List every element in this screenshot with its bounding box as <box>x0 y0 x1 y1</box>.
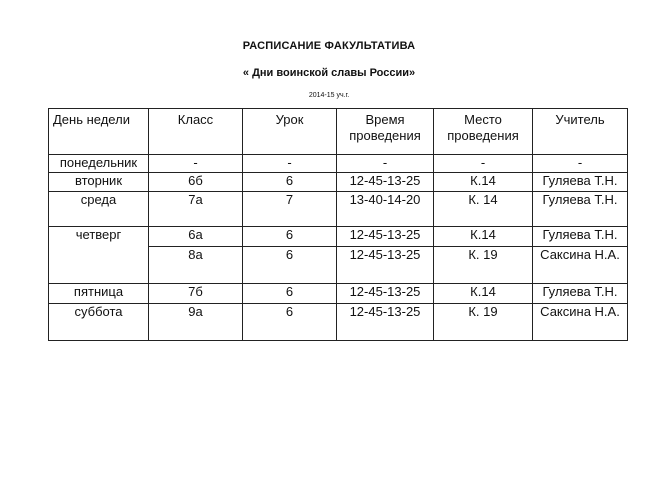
teacher-cell: Гуляева Т.Н. <box>533 284 628 304</box>
class-cell: 9а <box>149 304 243 341</box>
table-row <box>49 284 628 304</box>
lesson-cell: 6 <box>243 247 337 284</box>
day-cell: пятница <box>49 284 149 304</box>
school-year: 2014-15 уч.г. <box>308 92 350 99</box>
column-header-lesson: Урок <box>243 109 337 155</box>
day-cell: вторник <box>49 173 149 192</box>
lesson-cell: 6 <box>243 284 337 304</box>
column-header-day: День недели <box>49 109 149 155</box>
class-cell: - <box>149 155 243 173</box>
class-cell: 6а <box>149 227 243 247</box>
class-cell: 6б <box>149 173 243 192</box>
document-subtitle: « Дни воинской славы России» <box>242 67 416 79</box>
lesson-cell: - <box>243 155 337 173</box>
day-cell: суббота <box>49 304 149 341</box>
day-cell: среда <box>49 192 149 227</box>
time-cell: 12-45-13-25 <box>337 304 434 341</box>
teacher-cell: Гуляева Т.Н. <box>533 192 628 227</box>
place-cell: К.14 <box>434 227 533 247</box>
place-cell: К. 19 <box>434 304 533 341</box>
place-cell: - <box>434 155 533 173</box>
time-cell: 12-45-13-25 <box>337 284 434 304</box>
time-cell: 13-40-14-20 <box>337 192 434 227</box>
class-cell: 7б <box>149 284 243 304</box>
lesson-cell: 6 <box>243 173 337 192</box>
teacher-cell: Гуляева Т.Н. <box>533 173 628 192</box>
time-cell: - <box>337 155 434 173</box>
class-cell: 8а <box>149 247 243 284</box>
teacher-cell: Саксина Н.А. <box>533 247 628 284</box>
day-cell: понедельник <box>49 155 149 173</box>
time-cell: 12-45-13-25 <box>337 173 434 192</box>
table-row <box>49 192 628 227</box>
table-header-row <box>49 109 628 155</box>
table-row <box>49 227 628 247</box>
teacher-cell: Саксина Н.А. <box>533 304 628 341</box>
table-row <box>49 173 628 192</box>
place-cell: К. 19 <box>434 247 533 284</box>
time-cell: 12-45-13-25 <box>337 227 434 247</box>
teacher-cell: Гуляева Т.Н. <box>533 227 628 247</box>
column-header-class: Класс <box>149 109 243 155</box>
class-cell: 7а <box>149 192 243 227</box>
column-header-teacher: Учитель <box>533 109 628 155</box>
column-header-time: Время проведения <box>337 109 434 155</box>
time-cell: 12-45-13-25 <box>337 247 434 284</box>
schedule-table <box>48 108 628 341</box>
column-header-place: Место проведения <box>434 109 533 155</box>
lesson-cell: 6 <box>243 304 337 341</box>
place-cell: К.14 <box>434 173 533 192</box>
place-cell: К. 14 <box>434 192 533 227</box>
table-row <box>49 304 628 341</box>
place-cell: К.14 <box>434 284 533 304</box>
teacher-cell: - <box>533 155 628 173</box>
day-cell: четверг <box>49 227 149 284</box>
document-title: РАСПИСАНИЕ ФАКУЛЬТАТИВА <box>242 40 416 52</box>
table-row <box>49 155 628 173</box>
lesson-cell: 6 <box>243 227 337 247</box>
lesson-cell: 7 <box>243 192 337 227</box>
